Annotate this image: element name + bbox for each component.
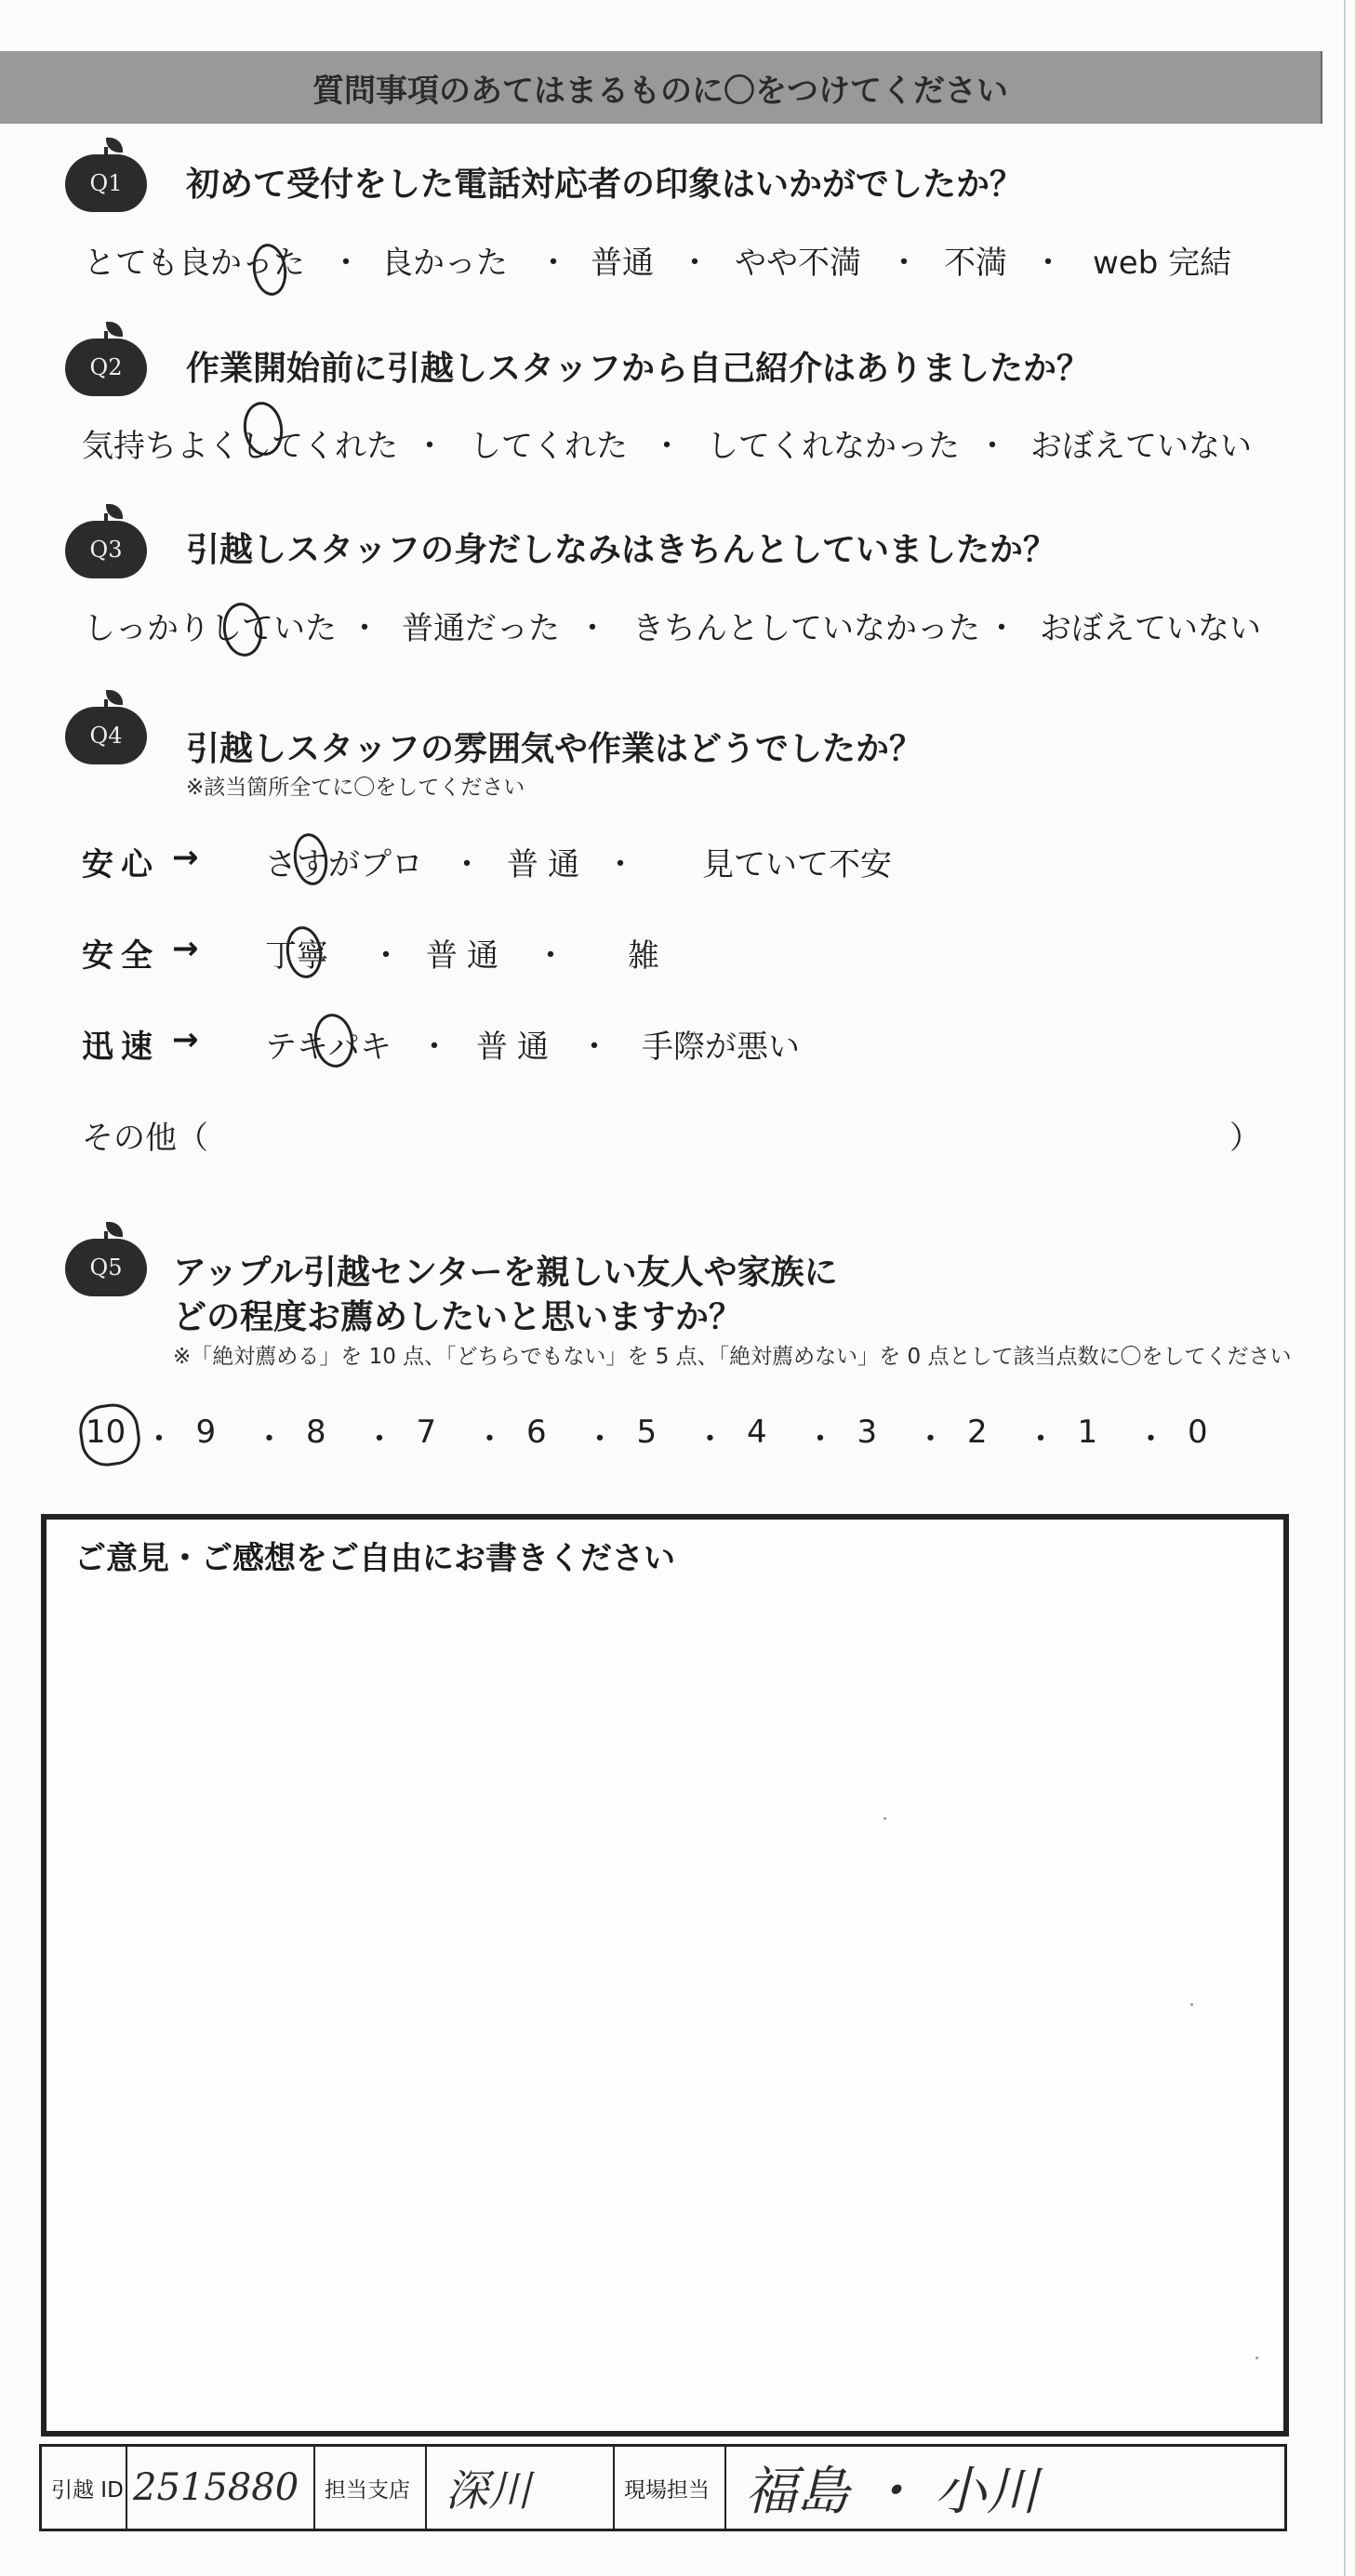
q2-badge-label: Q2 — [89, 354, 123, 380]
header-bar — [0, 51, 1322, 124]
q4-row-1-option-1[interactable]: さすがプロ — [265, 846, 423, 883]
q5-score-4[interactable]: 4 — [747, 1414, 767, 1451]
separator-dot: ・ — [804, 1421, 836, 1458]
q4-row-2-label: 安全 — [82, 937, 160, 975]
separator-dot: ・ — [538, 245, 569, 282]
separator-dot: ・ — [976, 428, 1008, 465]
q5-score-9[interactable]: 9 — [195, 1414, 217, 1451]
q5-question-line-2: どの程度お薦めしたいと思いますか？ — [173, 1298, 743, 1336]
q3-option-3[interactable]: きちんとしていなかった — [632, 610, 980, 647]
separator-dot: ・ — [679, 245, 711, 282]
q2-option-3[interactable]: してくれなかった — [707, 428, 960, 465]
move-id-value: 2515880 — [133, 2466, 299, 2509]
separator-dot: ・ — [888, 245, 920, 282]
q2-question: 作業開始前に引越しスタッフから自己紹介はありましたか？ — [186, 350, 1091, 388]
q3-badge — [65, 513, 147, 578]
separator-dot: ・ — [914, 1421, 947, 1458]
apple-icon — [65, 521, 147, 578]
separator-dot: ・ — [330, 245, 362, 282]
apple-leaf-icon — [106, 504, 123, 519]
branch-label: 担当支店 — [325, 2477, 410, 2503]
separator-dot: ・ — [473, 1421, 506, 1458]
apple-icon — [65, 1239, 147, 1296]
q3-option-4[interactable]: おぼえていない — [1040, 610, 1261, 647]
separator-dot: ・ — [370, 937, 402, 975]
q1-option-6[interactable]: web 完結 — [1093, 245, 1232, 282]
q3-badge-label: Q3 — [89, 537, 123, 563]
q5-score-8[interactable]: 8 — [306, 1414, 326, 1451]
separator-dot: ・ — [349, 610, 380, 647]
q2-option-4[interactable]: おぼえていない — [1030, 428, 1252, 465]
q1-option-4[interactable]: やや不満 — [735, 245, 861, 282]
q2-badge — [65, 331, 147, 396]
q1-badge — [65, 147, 147, 212]
q5-score-1[interactable]: 1 — [1077, 1414, 1098, 1451]
q4-row-3-option-1[interactable]: テキパキ — [265, 1029, 392, 1066]
separator-dot: ・ — [584, 1421, 616, 1458]
branch-value-cell[interactable] — [427, 2447, 615, 2529]
q5-score-options — [0, 1414, 1321, 1469]
move-id-label: 引越 ID — [51, 2477, 124, 2503]
staff-value-cell[interactable] — [726, 2447, 1284, 2529]
q5-badge-label: Q5 — [89, 1255, 123, 1281]
separator-dot: ・ — [143, 1421, 175, 1458]
scan-speck — [1255, 2357, 1258, 2359]
q4-row-1-option-3[interactable]: 見ていて不安 — [702, 846, 892, 883]
q4-other-label: その他（ — [82, 1120, 208, 1157]
q4-row-2-option-2[interactable]: 普通 — [426, 937, 508, 975]
page-edge — [1344, 0, 1346, 2576]
apple-icon — [65, 707, 147, 764]
q4-note: ※該当箇所全てに〇をしてください — [186, 776, 525, 800]
separator-dot: ・ — [651, 428, 683, 465]
branch-value: 深川 — [445, 2465, 531, 2516]
q4-row-1-option-2[interactable]: 普通 — [507, 846, 589, 883]
apple-leaf-icon — [106, 1222, 123, 1237]
scan-speck — [1190, 2003, 1193, 2006]
q1-option-2[interactable]: 良かった — [381, 245, 508, 282]
separator-dot: ・ — [418, 1029, 450, 1066]
q1-option-3[interactable]: 普通 — [591, 245, 654, 282]
q4-row-3-label: 迅速 — [82, 1029, 160, 1066]
q4-badge — [65, 699, 147, 764]
separator-dot: ・ — [364, 1421, 395, 1458]
separator-dot: ・ — [694, 1421, 726, 1458]
q5-note: ※「絶対薦める」を 10 点、「どちらでもない」を 5 点、「絶対薦めない」を 0 点として該当点数に〇をしてください — [173, 1345, 1292, 1369]
apple-icon — [65, 154, 147, 212]
staff-value: 福島 ・ 小川 — [745, 2462, 1039, 2522]
apple-icon — [65, 339, 147, 396]
separator-dot: ・ — [1135, 1421, 1167, 1458]
staff-label: 現場担当 — [624, 2477, 710, 2503]
comment-title: ご意見・ご感想をご自由にお書きください — [74, 1540, 675, 1577]
apple-leaf-icon — [106, 322, 123, 337]
separator-dot: ・ — [451, 846, 483, 883]
footer-table — [39, 2444, 1287, 2531]
branch-label-cell — [315, 2447, 427, 2529]
separator-dot: ・ — [1032, 245, 1064, 282]
q3-option-2[interactable]: 普通だった — [402, 610, 560, 647]
q1-option-5[interactable]: 不満 — [944, 245, 1007, 282]
scan-speck — [883, 1817, 886, 1820]
separator-dot: ・ — [1025, 1421, 1056, 1458]
q5-question-line-1: アップル引越センターを親しい友人や家族に — [173, 1254, 838, 1292]
q2-option-1[interactable]: 気持ちよくしてくれた — [82, 428, 398, 465]
q1-option-1[interactable]: とても良かった — [84, 245, 305, 282]
q3-question: 引越しスタッフの身だしなみはきちんとしていましたか？ — [186, 531, 1057, 569]
separator-dot: ・ — [414, 428, 445, 465]
q4-badge-label: Q4 — [89, 723, 123, 749]
q1-badge-label: Q1 — [89, 170, 123, 196]
q5-score-7[interactable]: 7 — [416, 1414, 437, 1451]
q4-row-3-option-3[interactable]: 手際が悪い — [642, 1029, 800, 1066]
q5-score-5[interactable]: 5 — [636, 1414, 658, 1451]
separator-dot: ・ — [577, 610, 608, 647]
q4-row-3-option-2[interactable]: 普通 — [476, 1029, 558, 1066]
move-id-value-cell[interactable] — [127, 2447, 315, 2529]
q5-score-10[interactable]: 10 — [86, 1414, 126, 1451]
q4-row-2-option-1[interactable]: 丁寧 — [265, 937, 328, 975]
separator-dot: ・ — [535, 937, 566, 975]
arrow-right-icon: → — [172, 930, 199, 967]
q5-badge — [65, 1231, 147, 1296]
staff-label-cell — [615, 2447, 726, 2529]
separator-dot: ・ — [604, 846, 636, 883]
q5-score-3[interactable]: 3 — [857, 1414, 878, 1451]
arrow-right-icon: → — [172, 1021, 199, 1058]
apple-leaf-icon — [106, 690, 123, 705]
q1-question: 初めて受付をした電話対応者の印象はいかがでしたか？ — [186, 166, 1024, 204]
comment-box[interactable] — [41, 1514, 1289, 2437]
move-id-label-cell — [42, 2447, 127, 2529]
header-title: 質問事項のあてはまるものに〇をつけてください — [312, 72, 1008, 110]
q4-row-2-option-3[interactable]: 雑 — [628, 937, 659, 975]
separator-dot: ・ — [253, 1421, 286, 1458]
q4-row-1-label: 安心 — [82, 846, 160, 883]
separator-dot: ・ — [578, 1029, 610, 1066]
q5-score-2[interactable]: 2 — [967, 1414, 988, 1451]
q5-score-6[interactable]: 6 — [526, 1414, 547, 1451]
q2-option-2[interactable]: してくれた — [470, 428, 628, 465]
arrow-right-icon: → — [172, 839, 199, 876]
apple-leaf-icon — [106, 138, 123, 153]
separator-dot: ・ — [986, 610, 1017, 647]
q3-option-1[interactable]: しっかりしていた — [84, 610, 337, 647]
q5-score-0[interactable]: 0 — [1188, 1414, 1208, 1451]
q4-question: 引越しスタッフの雰囲気や作業はどうでしたか？ — [186, 730, 923, 768]
q4-other-close: ） — [1229, 1120, 1261, 1157]
